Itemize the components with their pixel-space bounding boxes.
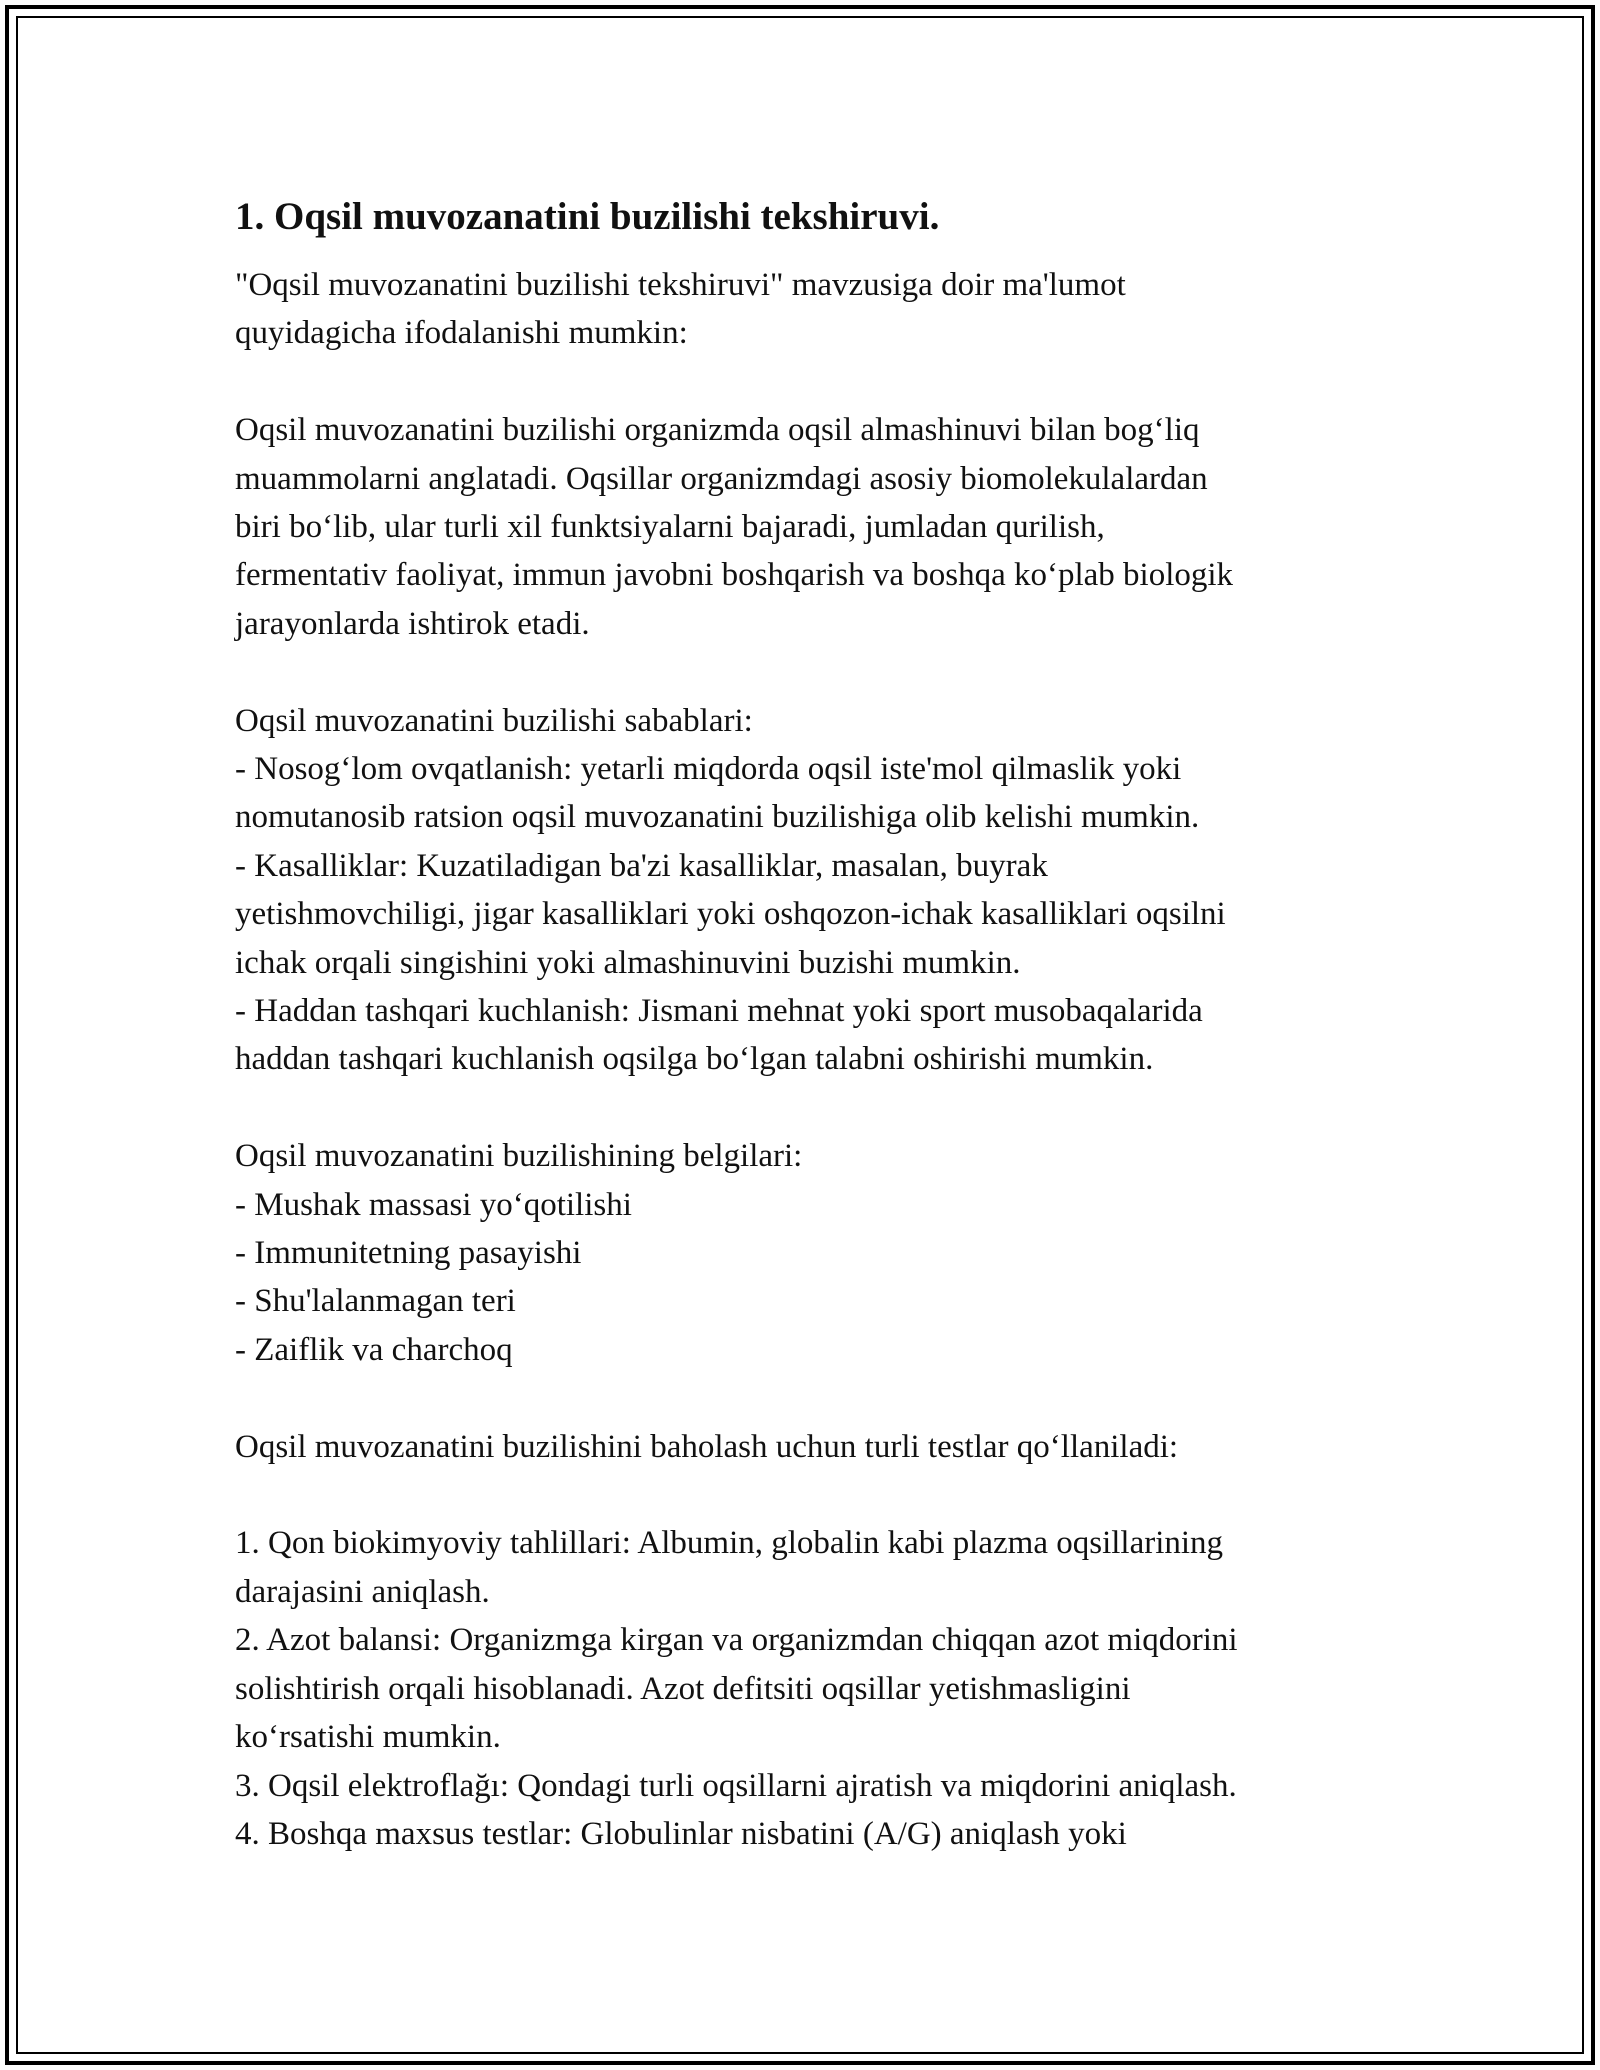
text-line: fermentativ faoliyat, immun javobni boshqarish va boshqa ko‘plab biologik bbox=[235, 557, 1234, 594]
causes-section bbox=[235, 697, 1375, 1084]
text-line: darajasini aniqlash. bbox=[235, 1573, 490, 1610]
list-item: - Shu'lalanmagan teri bbox=[235, 1283, 516, 1320]
text-line: "Oqsil muvozanatini buzilishi tekshiruvi" mavzusiga doir ma'lumot bbox=[235, 267, 1126, 303]
list-item: 3. Oqsil elektroflağı: Qondagi turli oqsillarni ajratish va miqdorini aniqlash. bbox=[235, 1767, 1237, 1804]
text-line: solishtirish orqali hisoblanadi. Azot defitsiti oqsillar yetishmasligini bbox=[235, 1670, 1131, 1707]
document-title: 1. Oqsil muvozanatini buzilishi tekshiruvi. bbox=[235, 195, 940, 238]
list-item: - Kasalliklar: Kuzatiladigan ba'zi kasalliklar, masalan, buyrak bbox=[235, 847, 1048, 884]
section-heading: Oqsil muvozanatini buzilishi sabablari: bbox=[235, 702, 753, 739]
text-line: ichak orqali singishini yoki almashinuvini buzishi mumkin. bbox=[235, 944, 1021, 981]
list-item: - Haddan tashqari kuchlanish: Jismani mehnat yoki sport musobaqalarida bbox=[235, 993, 1203, 1030]
document-body bbox=[235, 193, 1375, 1858]
section-heading: Oqsil muvozanatini buzilishining belgilari: bbox=[235, 1138, 803, 1175]
definition-paragraph bbox=[235, 406, 1375, 648]
list-item: - Nosog‘lom ovqatlanish: yetarli miqdorda oqsil iste'mol qilmaslik yoki bbox=[235, 751, 1182, 788]
text-line: muammolarni anglatadi. Oqsillar organizmdagi asosiy biomolekulalardan bbox=[235, 460, 1208, 497]
list-item: - Immunitetning pasayishi bbox=[235, 1235, 582, 1272]
list-item: - Mushak massasi yo‘qotilishi bbox=[235, 1186, 632, 1223]
tests-list bbox=[235, 1519, 1375, 1858]
list-item: - Zaiflik va charchoq bbox=[235, 1331, 513, 1368]
text-line: jarayonlarda ishtirok etadi. bbox=[235, 605, 590, 642]
paragraph-gap bbox=[235, 358, 1375, 406]
paragraph-gap bbox=[235, 1084, 1375, 1132]
text-line: yetishmovchiligi, jigar kasalliklari yoki oshqozon-ichak kasalliklari oqsilni bbox=[235, 896, 1226, 933]
intro-paragraph bbox=[235, 261, 1375, 358]
paragraph-gap bbox=[235, 1471, 1375, 1519]
symptoms-section bbox=[235, 1132, 1375, 1374]
text-line: ko‘rsatishi mumkin. bbox=[235, 1719, 501, 1756]
list-item: 1. Qon biokimyoviy tahlillari: Albumin, globalin kabi plazma oqsillarining bbox=[235, 1525, 1224, 1562]
paragraph-gap bbox=[235, 1374, 1375, 1422]
text-line: biri bo‘lib, ular turli xil funktsiyalarni bajaradi, jumladan qurilish, bbox=[235, 509, 1105, 546]
list-item: 4. Boshqa maxsus testlar: Globulinlar nisbatini (A/G) aniqlash yoki bbox=[235, 1815, 1127, 1852]
text-line: quyidagicha ifodalanishi mumkin: bbox=[235, 315, 688, 352]
text-line: Oqsil muvozanatini buzilishi organizmda oqsil almashinuvi bilan bog‘liq bbox=[235, 412, 1200, 449]
paragraph-gap bbox=[235, 648, 1375, 696]
list-item: 2. Azot balansi: Organizmga kirgan va organizmdan chiqqan azot miqdorini bbox=[235, 1622, 1238, 1659]
section-heading: Oqsil muvozanatini buzilishini baholash uchun turli testlar qo‘llaniladi: bbox=[235, 1428, 1179, 1465]
text-line: nomutanosib ratsion oqsil muvozanatini buzilishiga olib kelishi mumkin. bbox=[235, 799, 1200, 836]
tests-intro bbox=[235, 1423, 1375, 1471]
text-line: haddan tashqari kuchlanish oqsilga bo‘lgan talabni oshirishi mumkin. bbox=[235, 1041, 1154, 1078]
